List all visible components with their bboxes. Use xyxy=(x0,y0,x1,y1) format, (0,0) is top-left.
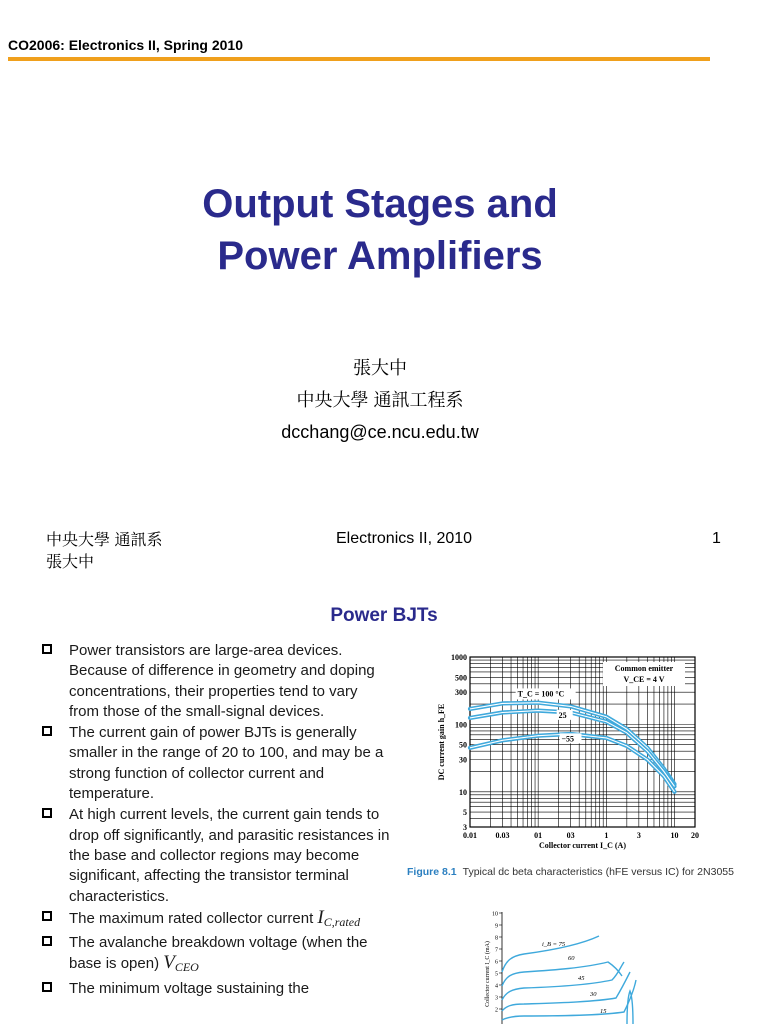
y-tick-label: 9 xyxy=(495,923,498,930)
y-tick-label: 6 xyxy=(495,959,498,966)
legend-text: V_CE = 4 V xyxy=(623,675,665,684)
curve-label: 60 xyxy=(568,955,575,962)
y-tick-label: 10 xyxy=(459,787,467,797)
curve-label: i_B = 75 xyxy=(542,941,566,948)
course-header: CO2006: Electronics II, Spring 2010 xyxy=(8,37,243,53)
footer-left-line-2: 張大中 xyxy=(46,554,95,571)
author-email[interactable]: dcchang@ce.ncu.edu.tw xyxy=(281,422,479,442)
list-item xyxy=(40,641,390,722)
bullet-list xyxy=(40,641,390,1000)
characteristic-curve xyxy=(502,972,630,1011)
checkbox-bullet-icon xyxy=(42,808,52,818)
y-tick-label: 30 xyxy=(459,755,467,765)
characteristic-curve xyxy=(502,962,624,1000)
symbol-ic-subscript: C,rated xyxy=(323,914,361,929)
author-affiliation: 中央大學 通訊工程系 xyxy=(296,390,464,410)
x-tick-label: 0.01 xyxy=(463,831,477,840)
list-item xyxy=(40,723,390,804)
slide-2-title: Power BJTs xyxy=(330,605,438,626)
bullet-text: At high current levels, the current gain tends to drop off significantly, and parasitic resistances in the base and collector regions may become significant, affecting the transistor terminal characteristics. xyxy=(69,806,390,905)
list-item xyxy=(40,933,390,978)
y-tick-label: 5 xyxy=(495,971,498,978)
bullet-text: The current gain of power BJTs is generally smaller in the range of 20 to 100, and may be a strong function of collector current and temperature. xyxy=(69,724,384,803)
symbol-vceo-subscript: CEO xyxy=(174,960,199,975)
checkbox-bullet-icon xyxy=(42,982,52,992)
y-tick-label: 1000 xyxy=(451,653,467,662)
x-tick-label: 20 xyxy=(691,831,699,840)
series-label: T_C = 100 °C xyxy=(517,689,565,699)
y-tick-label: 50 xyxy=(459,740,467,750)
x-tick-label: 03 xyxy=(566,831,575,840)
curve-label: 45 xyxy=(578,975,585,982)
x-tick-label: 10 xyxy=(670,831,679,840)
y-tick-label: 5 xyxy=(463,808,467,818)
hfe-chart xyxy=(425,647,725,857)
symbol-vceo: V xyxy=(163,952,175,974)
y-tick-label: 10 xyxy=(492,911,498,918)
bullet-text: The minimum voltage sustaining the xyxy=(69,979,310,997)
x-tick-label: 01 xyxy=(534,831,543,840)
ic-vce-chart xyxy=(484,896,644,1024)
x-axis-label: Collector current I_C (A) xyxy=(538,841,627,850)
header-rule xyxy=(8,57,710,61)
y-tick-label: 8 xyxy=(495,935,498,942)
x-tick-label: 1 xyxy=(604,831,609,840)
footer-left xyxy=(46,530,162,574)
y-tick-label: 2 xyxy=(495,1007,498,1014)
footer-left-line-1: 中央大學 通訊系 xyxy=(46,532,163,549)
legend-text: Common emitter xyxy=(614,664,674,673)
series-label: −55 xyxy=(561,734,575,744)
checkbox-bullet-icon xyxy=(42,936,52,946)
checkbox-bullet-icon xyxy=(42,644,52,654)
page-number: 1 xyxy=(712,530,721,547)
y-axis-label: DC current gain h_FE xyxy=(437,703,446,781)
figure-caption-text: Typical dc beta characteristics (hFE versus IC) for 2N3055 xyxy=(462,866,734,878)
slide-title-line-1: Output Stages and xyxy=(202,182,558,226)
footer-center: Electronics II, 2010 xyxy=(336,530,473,547)
curve-label: 15 xyxy=(600,1008,607,1015)
characteristic-curve xyxy=(502,962,622,986)
author-name: 張大中 xyxy=(353,358,407,378)
checkbox-bullet-icon xyxy=(42,726,52,736)
bullet-text: The avalanche breakdown voltage (when the base is open) xyxy=(69,934,368,973)
y-tick-label: 100 xyxy=(455,720,467,730)
checkbox-bullet-icon xyxy=(42,911,52,921)
slide-title-line-2: Power Amplifiers xyxy=(217,234,543,278)
y-tick-label: 500 xyxy=(455,673,467,683)
series-line-core xyxy=(470,711,675,787)
bullet-text: The maximum rated collector current xyxy=(69,909,314,927)
y-tick-label: 300 xyxy=(455,688,467,698)
figure-label: Figure 8.1 xyxy=(407,866,457,878)
symbol-ic: I xyxy=(317,906,324,928)
y-tick-label: 3 xyxy=(495,995,498,1002)
curve-label: 30 xyxy=(590,991,597,998)
list-item xyxy=(40,805,390,906)
figure-caption xyxy=(407,866,734,878)
x-tick-label: 3 xyxy=(636,831,641,840)
y-tick-label: 3 xyxy=(463,823,467,832)
y-tick-label: 7 xyxy=(495,947,498,954)
series-label: 25 xyxy=(558,710,567,720)
list-item xyxy=(40,979,390,999)
y-axis-label: Collector current I_C (mA) xyxy=(485,941,491,1007)
x-tick-label: 0.03 xyxy=(495,831,510,840)
list-item xyxy=(40,908,390,932)
bullet-text: Power transistors are large-area devices. Because of difference in geometry and doping concentrations, their properties tend to vary from those of the small-signal devices. xyxy=(69,642,375,720)
breakdown-curve xyxy=(627,991,633,1024)
y-tick-label: 4 xyxy=(495,983,498,990)
